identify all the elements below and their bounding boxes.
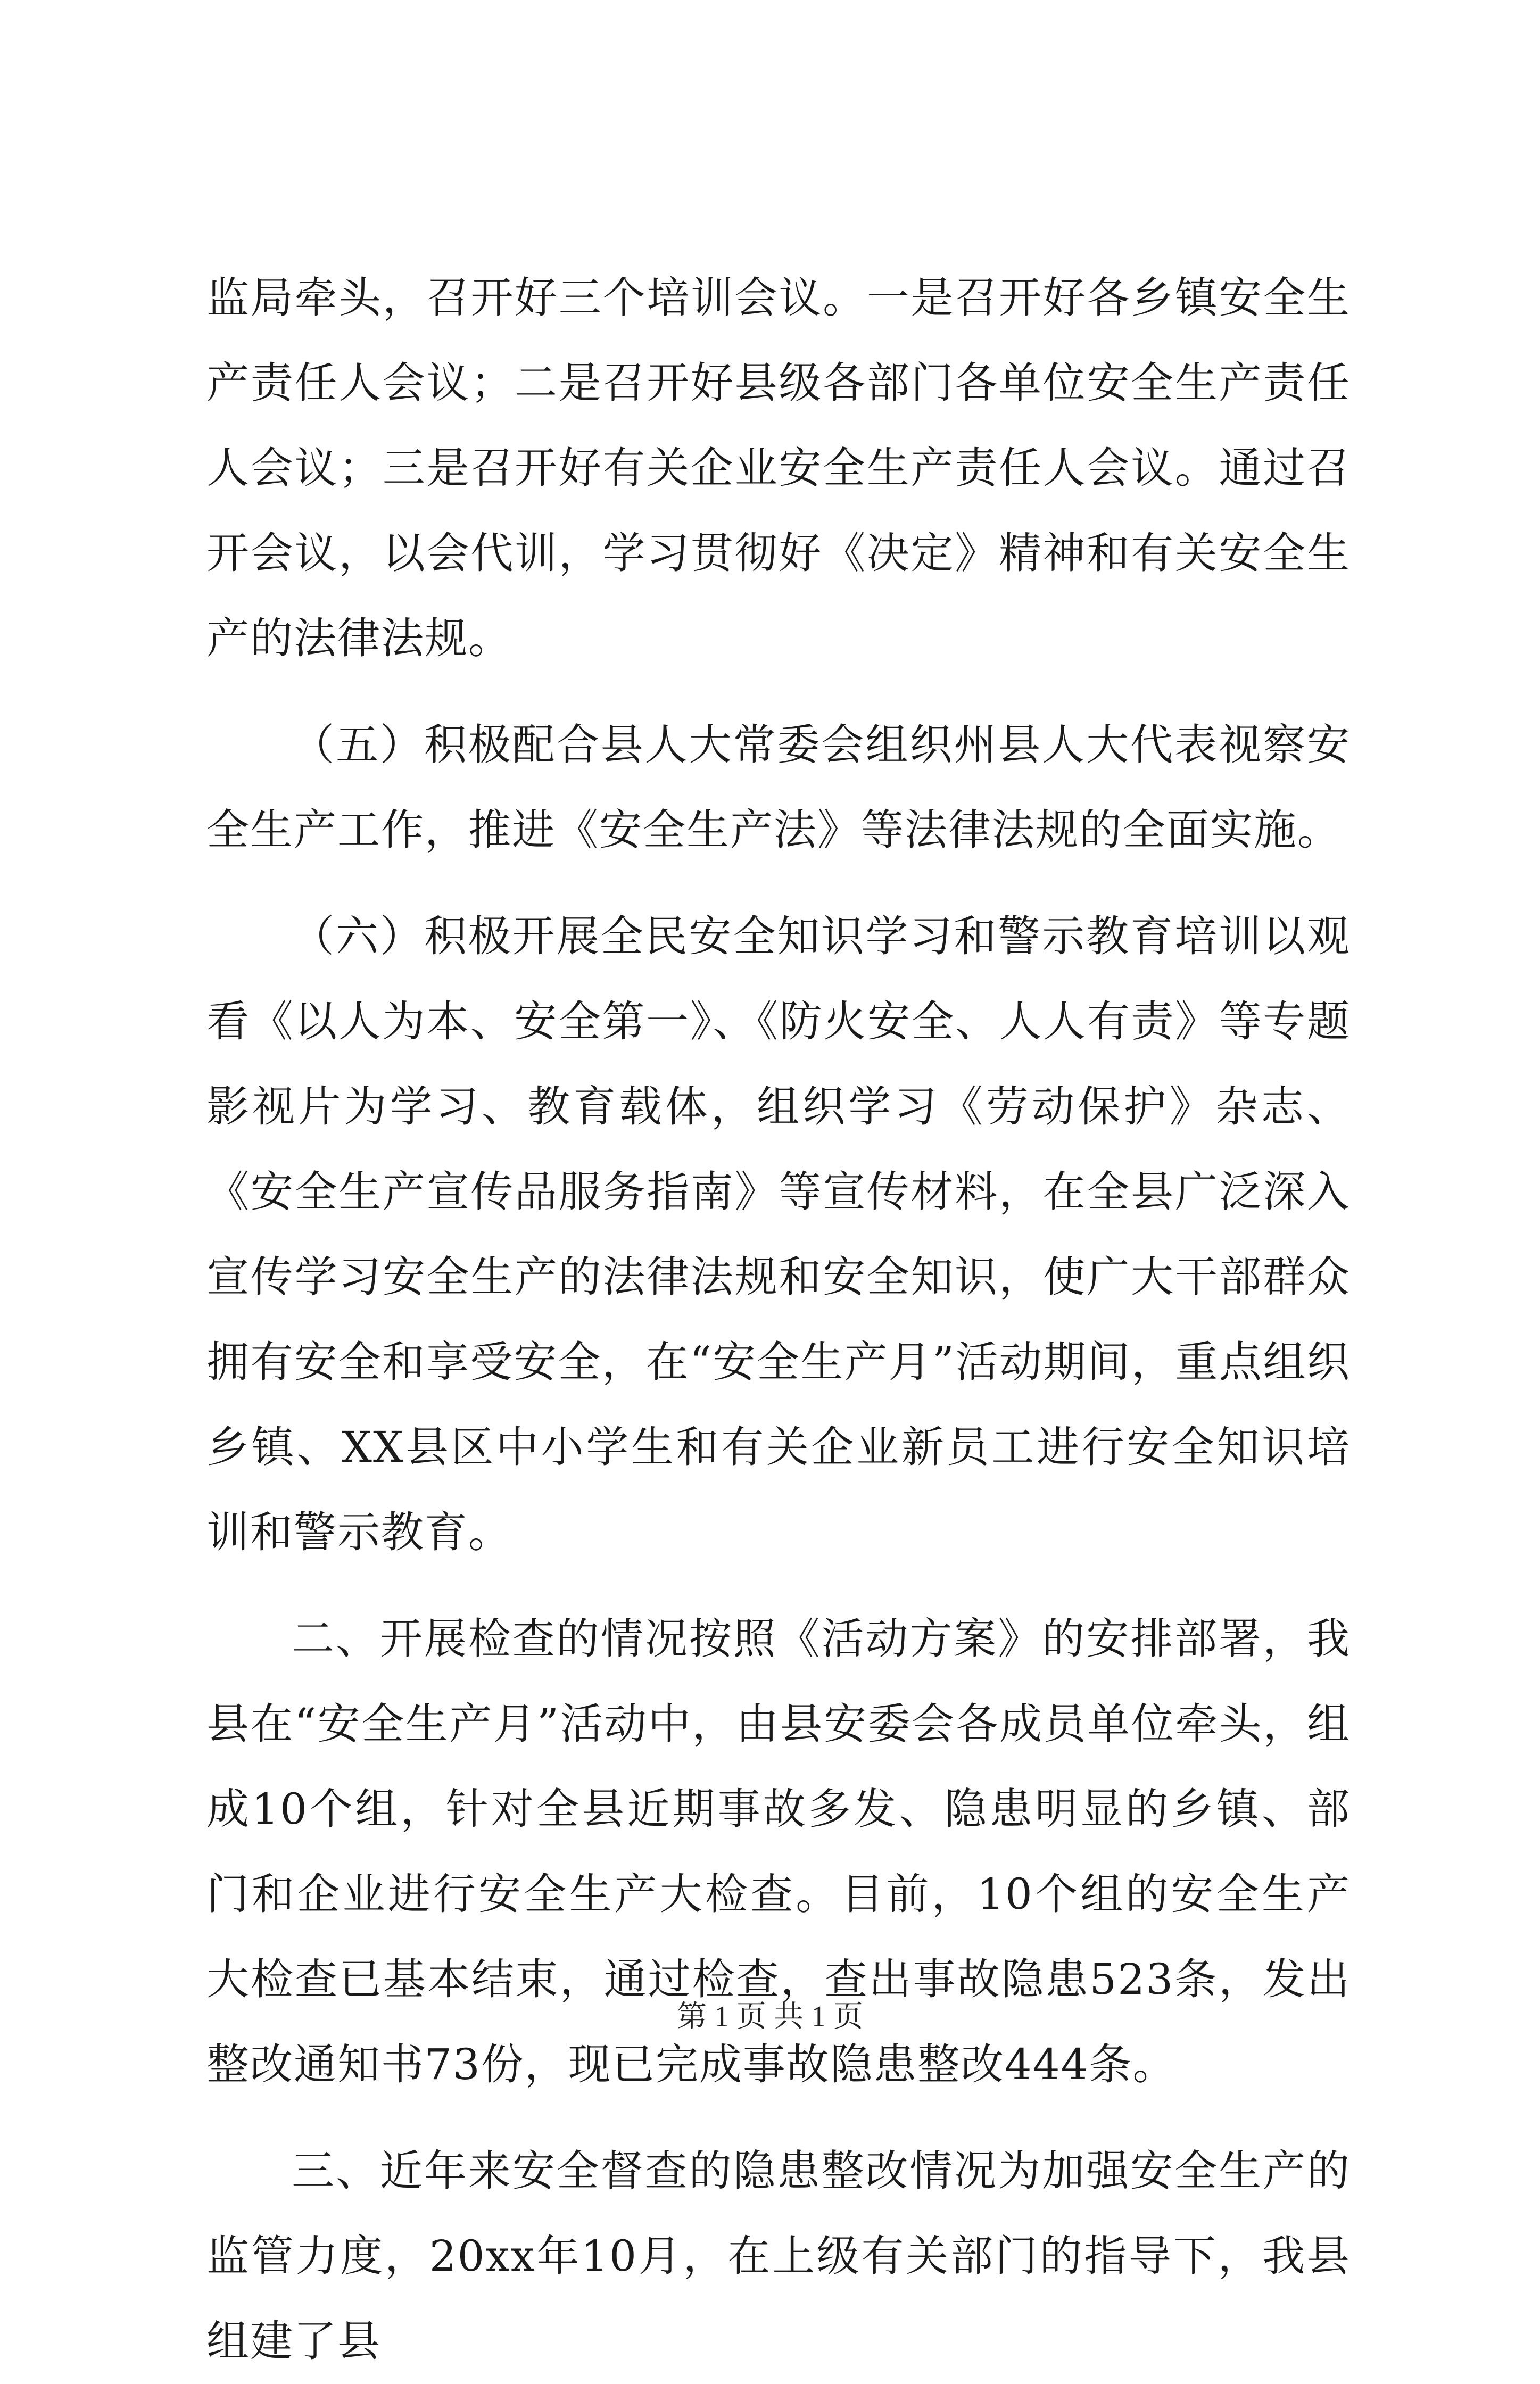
paragraph-item-6: （六）积极开展全民安全知识学习和警示教育培训以观看《以人为本、安全第一》、《防火安全、人人有责》等专题影视片为学习、教育载体，组织学习《劳动保护》杂志、《安全生产宣传品服务指南》等宣传材料，在全县广泛深入宣传学习安全生产的法律法规和安全知识，使广大干部群众拥有安全和享受安全，在“安全生产月”活动期间，重点组织乡镇、XX县区中小学生和有关企业新员工进行安全知识培训和警示教育。 <box>206 912 1351 1557</box>
paragraph-continuation: 监局牵头，召开好三个培训会议。一是召开好各乡镇安全生产责任人会议；二是召开好县级各部门各单位安全生产责任人会议；三是召开好有关企业安全生产责任人会议。通过召开会议，以会代训，学习贯彻好《决定》精神和有关安全生产的法律法规。 <box>206 273 1351 663</box>
page-number-footer: 第 1 页 共 1 页 <box>677 2000 863 2033</box>
paragraph-section-3: 三、近年来安全督查的隐患整改情况为加强安全生产的监管力度，20xx年10月，在上级有关部门的指导下，我县组建了县 <box>206 2146 1351 2366</box>
paragraph-section-2: 二、开展检查的情况按照《活动方案》的安排部署，我县在“安全生产月”活动中，由县安委会各成员单位牵头，组成10个组，针对全县近期事故多发、隐患明显的乡镇、部门和企业进行安全生产大检查。目前，10个组的安全生产大检查已基本结束，通过检查，查出事故隐患523条，发出整改通知书73份，现已完成事故隐患整改444条。 <box>206 1614 1351 2089</box>
document-body <box>206 255 1351 2384</box>
paragraph-item-5: （五）积极配合县人大常委会组织州县人大代表视察安全生产工作，推进《安全生产法》等法律法规的全面实施。 <box>206 720 1351 855</box>
